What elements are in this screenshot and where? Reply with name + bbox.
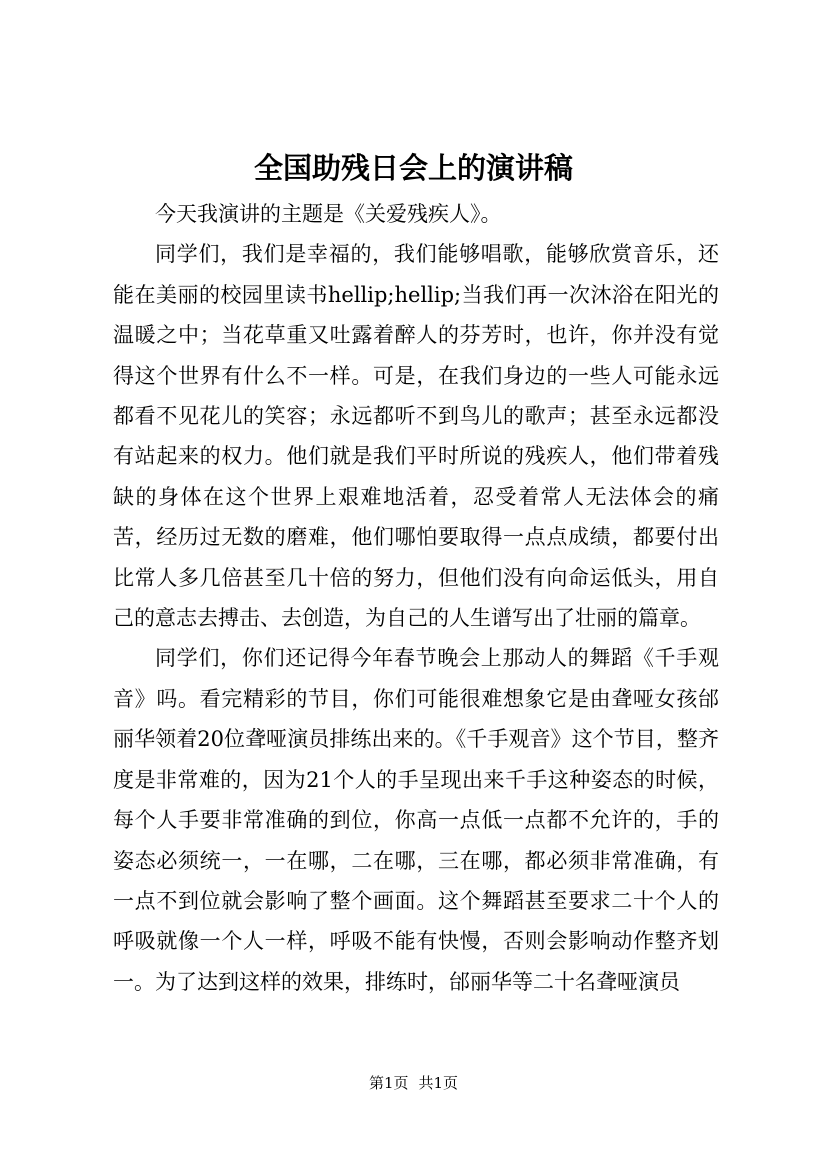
paragraph: 同学们，你们还记得今年春节晚会上那动人的舞蹈《千手观音》吗。看完精彩的节目，你们可能很难想象它是由聋哑女孩邰丽华领着20位聋哑演员排练出来的。《千手观音》这个节目，整齐度是非常难的，因为21个人的手呈现出来千手这种姿态的时候，每个人手要非常准确的到位，你高一点低一点都不允许的，手的姿态必须统一，一在哪，二在哪，三在哪，都必须非常准确，有一点不到位就会影响了整个画面。这个舞蹈甚至要求二十个人的呼吸就像一个人一样，呼吸不能有快慢，否则会影响动作整齐划一。为了达到这样的效果，排练时，邰丽华等二十名聋哑演员 [113, 646, 719, 994]
paragraph: 今天我演讲的主题是《关爱残疾人》。 [155, 202, 502, 226]
page-footer [0, 1072, 827, 1093]
page-total: 共1页 [418, 1074, 459, 1092]
document-title: 全国助残日会上的演讲稿 [253, 151, 573, 185]
document-body [113, 194, 719, 1002]
paragraph: 同学们，我们是幸福的，我们能够唱歌，能够欣赏音乐，还能在美丽的校园里读书hellip;hellip;当我们再一次沐浴在阳光的温暖之中；当花草重又吐露着醉人的芬芳时，也许，你并没有觉得这个世界有什么不一样。可是，在我们身边的一些人可能永远都看不见花儿的笑容；永远都听不到鸟儿的歌声；甚至永远都没有站起来的权力。他们就是我们平时所说的残疾人，他们带着残缺的身体在这个世界上艰难地活着，忍受着常人无法体会的痛苦，经历过无数的磨难，他们哪怕要取得一点点成绩，都要付出比常人多几倍甚至几十倍的努力，但他们没有向命运低头，用自己的意志去搏击、去创造，为自己的人生谱写出了壮丽的篇章。 [113, 242, 719, 631]
page-number: 第1页 [368, 1074, 409, 1092]
